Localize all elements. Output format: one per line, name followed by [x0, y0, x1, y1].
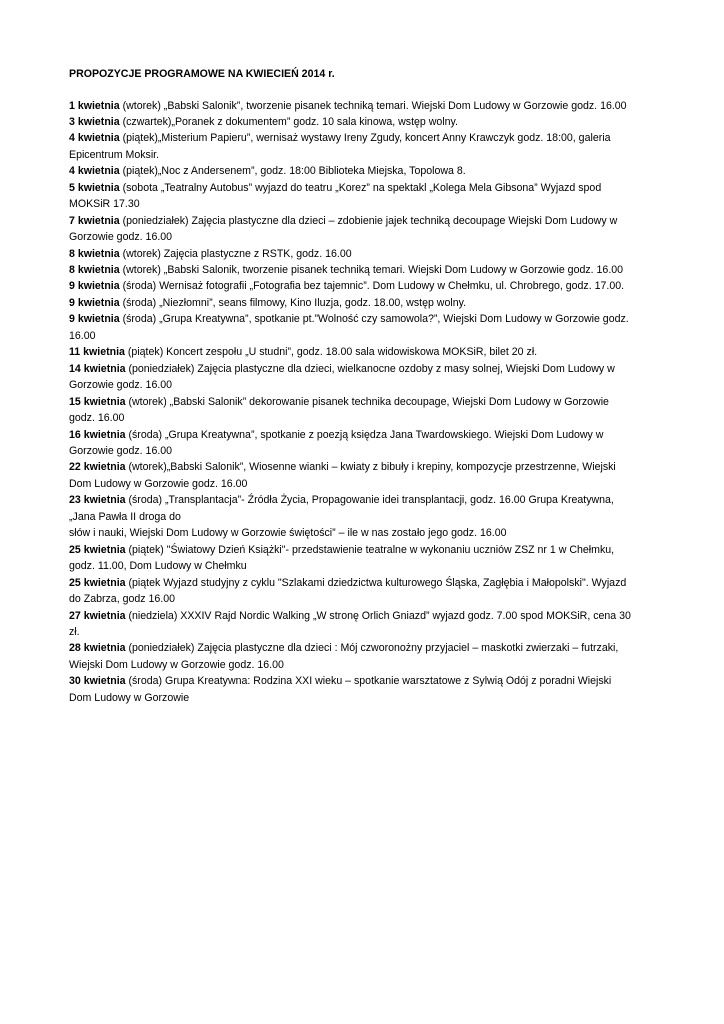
- event-date: 9 kwietnia: [69, 296, 120, 309]
- event-entry: [69, 180, 659, 213]
- event-date: 7 kwietnia: [69, 214, 120, 227]
- event-date: 1 kwietnia: [69, 99, 120, 112]
- event-entry: [69, 213, 659, 246]
- event-entry: [69, 130, 659, 163]
- event-text: (wtorek) „Babski Salonik, tworzenie pisanek techniką temari. Wiejski Dom Ludowy w Gorzowie godz. 16.00: [119, 264, 624, 277]
- event-line: [69, 163, 659, 179]
- event-line: [69, 575, 659, 591]
- event-line: [69, 427, 659, 443]
- event-date: 5 kwietnia: [69, 181, 120, 194]
- event-entry: [69, 575, 659, 608]
- event-text: (piątek) "Światowy Dzień Książki"- przedstawienie teatralne w wykonaniu uczniów ZSZ nr 1 w Chełmku,: [125, 543, 615, 556]
- event-line: [69, 525, 659, 541]
- event-text: (środa) „Grupa Kreatywna”, spotkanie pt.”Wolność czy samowola?”, Wiejski Dom Ludowy w Gorzowie godz.: [119, 313, 629, 326]
- event-entry: [69, 311, 659, 344]
- event-text: Gorzowie godz. 16.00: [69, 231, 173, 244]
- event-line: [69, 394, 659, 410]
- event-text: (wtorek) „Babski Salonik” dekorowanie pisanek technika decoupage, Wiejski Dom Ludowy w Gorzowie: [125, 395, 609, 408]
- event-entry: [69, 608, 659, 641]
- event-date: 22 kwietnia: [69, 461, 126, 474]
- event-entry: [69, 459, 659, 492]
- event-line: [69, 213, 659, 229]
- event-line: [69, 690, 659, 706]
- event-date: 30 kwietnia: [69, 675, 126, 688]
- event-text: (środa) „Transplantacja”- Źródła Życia, Propagowanie idei transplantacji, godz. 16.00 Grupa Kreatywna,: [125, 494, 614, 507]
- event-text: słów i nauki, Wiejski Dom Ludowy w Gorzowie świętości” – ile w nas zostało jego godz. 16.00: [69, 527, 507, 540]
- event-line: [69, 196, 659, 212]
- event-line: [69, 657, 659, 673]
- event-date: 25 kwietnia: [69, 576, 126, 589]
- event-text: (wtorek)„Babski Salonik”, Wiosenne wianki – kwiaty z bibuły i krepiny, kompozycje przestrzenne, Wiejski: [125, 461, 616, 474]
- event-line: [69, 246, 659, 262]
- event-entry: [69, 427, 659, 460]
- event-line: [69, 114, 659, 130]
- event-line: [69, 608, 659, 624]
- event-entry: [69, 361, 659, 394]
- event-text: Epicentrum Moksir.: [69, 148, 160, 161]
- event-date: 28 kwietnia: [69, 642, 126, 655]
- event-line: [69, 542, 659, 558]
- event-text: (niedziela) XXXIV Rajd Nordic Walking „W stronę Orlich Gniazd” wyjazd godz. 7.00 spod MOKSiR, cena 30: [125, 609, 631, 622]
- event-date: 9 kwietnia: [69, 280, 120, 293]
- event-line: [69, 476, 659, 492]
- event-line: [69, 377, 659, 393]
- event-date: 27 kwietnia: [69, 609, 126, 622]
- event-text: (środa) Wernisaż fotografii „Fotografia bez tajemnic”. Dom Ludowy w Chełmku, ul. Chrobrego, godz. 17.00.: [119, 280, 625, 293]
- event-text: (piątek) Koncert zespołu „U studni”, godz. 18.00 sala widowiskowa MOKSiR, bilet 20 zł.: [124, 346, 538, 359]
- event-text: Gorzowie godz. 16.00: [69, 379, 173, 392]
- event-line: [69, 673, 659, 689]
- event-line: [69, 278, 659, 294]
- event-entry: [69, 344, 659, 360]
- event-entry: [69, 163, 659, 179]
- event-text: (poniedziałek) Zajęcia plastyczne dla dzieci, wielkanocne ozdoby z masy solnej, Wiejski Dom Ludowy w: [125, 362, 615, 375]
- event-text: Dom Ludowy w Gorzowie: [69, 691, 190, 704]
- event-entry: [69, 262, 659, 278]
- event-line: [69, 443, 659, 459]
- event-text: (sobota „Teatralny Autobus” wyjazd do teatru „Korez” na spektakl „Kolega Mela Gibsona” Wyjazd spod: [119, 181, 602, 194]
- event-entry: [69, 114, 659, 130]
- document-title: PROPOZYCJE PROGRAMOWE NA KWIECIEŃ 2014 r.: [69, 68, 335, 80]
- event-text: (wtorek) Zajęcia plastyczne z RSTK, godz. 16.00: [119, 247, 352, 260]
- event-date: 15 kwietnia: [69, 395, 126, 408]
- event-line: [69, 98, 659, 114]
- event-text: godz. 16.00: [69, 412, 125, 425]
- event-date: 16 kwietnia: [69, 428, 126, 441]
- event-line: [69, 624, 659, 640]
- event-date: 9 kwietnia: [69, 313, 120, 326]
- event-date: 4 kwietnia: [69, 165, 120, 178]
- event-list: [69, 98, 659, 707]
- event-text: 16.00: [69, 329, 96, 342]
- event-entry: [69, 98, 659, 114]
- event-date: 23 kwietnia: [69, 494, 126, 507]
- event-line: [69, 295, 659, 311]
- event-line: [69, 361, 659, 377]
- event-line: [69, 591, 659, 607]
- event-date: 4 kwietnia: [69, 132, 120, 145]
- event-line: [69, 262, 659, 278]
- event-line: [69, 459, 659, 475]
- event-line: [69, 311, 659, 327]
- event-text: (piątek)„Noc z Andersenem”, godz. 18:00 Biblioteka Miejska, Topolowa 8.: [119, 165, 466, 178]
- event-line: [69, 180, 659, 196]
- event-line: [69, 558, 659, 574]
- event-text: godz. 11.00, Dom Ludowy w Chełmku: [69, 560, 247, 573]
- event-entry: [69, 542, 659, 575]
- event-text: (piątek Wyjazd studyjny z cyklu "Szlakami dziedzictwa kulturowego Śląska, Zagłębia i Małopolski". Wyjazd: [125, 576, 627, 589]
- event-line: [69, 509, 659, 525]
- event-text: MOKSiR 17.30: [69, 198, 140, 211]
- event-text: „Jana Pawła II droga do: [69, 510, 181, 523]
- event-text: (piątek)„Misterium Papieru”, wernisaż wystawy Ireny Zgudy, koncert Anny Krawczyk godz. 18:00, galeria: [119, 132, 611, 145]
- event-text: Dom Ludowy w Gorzowie godz. 16.00: [69, 477, 248, 490]
- event-entry: [69, 673, 659, 706]
- event-date: 11 kwietnia: [69, 346, 125, 359]
- event-text: (czwartek)„Poranek z dokumentem” godz. 10 sala kinowa, wstęp wolny.: [119, 115, 458, 128]
- event-entry: [69, 640, 659, 673]
- event-line: [69, 492, 659, 508]
- event-text: (środa) Grupa Kreatywna: Rodzina XXI wieku – spotkanie warsztatowe z Sylwią Odój z poradni Wiejski: [125, 675, 612, 688]
- event-text: (środa) „Grupa Kreatywna”, spotkanie z poezją księdza Jana Twardowskiego. Wiejski Dom Ludowy w: [125, 428, 604, 441]
- event-text: (poniedziałek) Zajęcia plastyczne dla dzieci : Mój czworonożny przyjaciel – maskotki zwierzaki – futrzaki,: [125, 642, 619, 655]
- event-date: 8 kwietnia: [69, 264, 120, 277]
- event-date: 8 kwietnia: [69, 247, 120, 260]
- event-text: (środa) „Niezłomni”, seans filmowy, Kino Iluzja, godz. 18.00, wstęp wolny.: [119, 296, 467, 309]
- event-entry: [69, 492, 659, 541]
- event-line: [69, 344, 659, 360]
- event-entry: [69, 295, 659, 311]
- event-text: (poniedziałek) Zajęcia plastyczne dla dzieci – zdobienie jajek techniką decoupage Wiejski Dom Ludowy w: [119, 214, 618, 227]
- event-entry: [69, 246, 659, 262]
- event-date: 25 kwietnia: [69, 543, 126, 556]
- event-text: do Zabrza, godz 16.00: [69, 593, 176, 606]
- event-entry: [69, 394, 659, 427]
- event-line: [69, 130, 659, 146]
- event-line: [69, 229, 659, 245]
- document-page: [69, 66, 659, 706]
- event-date: 14 kwietnia: [69, 362, 126, 375]
- event-line: [69, 410, 659, 426]
- event-line: [69, 640, 659, 656]
- event-date: 3 kwietnia: [69, 115, 120, 128]
- event-line: [69, 147, 659, 163]
- event-text: Wiejski Dom Ludowy w Gorzowie godz. 16.00: [69, 658, 284, 671]
- event-entry: [69, 278, 659, 294]
- event-text: (wtorek) „Babski Salonik”, tworzenie pisanek techniką temari. Wiejski Dom Ludowy w Gorzowie godz. 16.00: [119, 99, 627, 112]
- event-text: Gorzowie godz. 16.00: [69, 445, 173, 458]
- event-text: zł.: [69, 626, 80, 638]
- event-line: [69, 328, 659, 344]
